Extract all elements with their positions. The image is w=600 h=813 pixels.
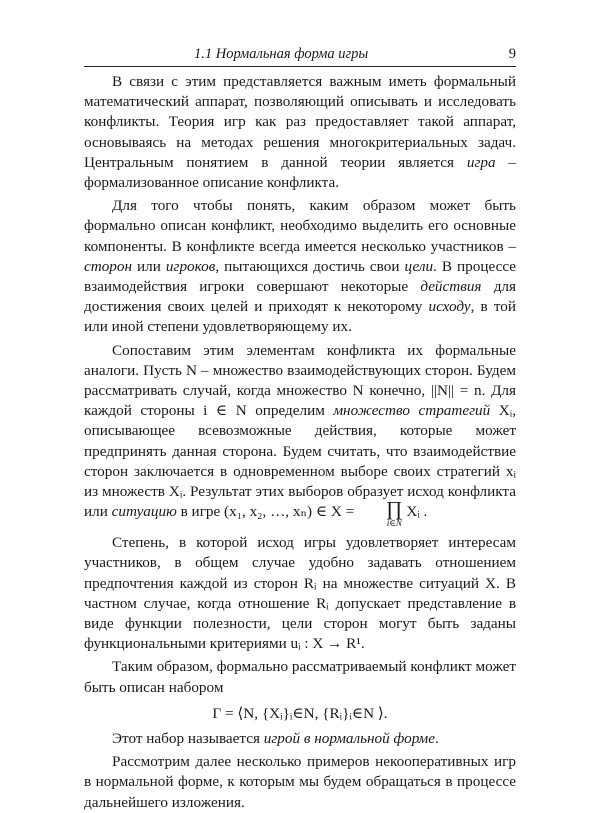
term-normal-form-game: игрой в нормальной форме xyxy=(263,729,435,747)
product-subscript: i∈N xyxy=(386,518,402,529)
term-situation: ситуацию xyxy=(111,503,177,521)
product-symbol: ∏ xyxy=(386,498,403,521)
paragraph-3-text-d: Xᵢ . xyxy=(402,503,428,521)
paragraph-2-text-e: для достижения своих целей и приходят к некоторому xyxy=(84,278,516,316)
term-outcome: исходу xyxy=(428,298,471,316)
paragraph-6-text-b: . xyxy=(435,729,439,747)
term-strategy-set: множество стратегий xyxy=(333,402,491,420)
paragraph-6 xyxy=(84,729,516,749)
paragraph-7: Рассмотрим далее несколько примеров некооперативных игр в нормальной форме, к которым мы будем обращаться в процессе дальнейшего изложения. xyxy=(84,753,516,811)
term-goals: цели xyxy=(404,257,434,275)
term-actions: действия xyxy=(420,278,482,296)
paragraph-6-text-a: Этот набор называется xyxy=(112,729,264,747)
paragraph-2-text-f: , в той или иной степени удовлетворяющему их. xyxy=(84,298,516,336)
paragraph-1-end: – формализованное описание конфликта. xyxy=(84,153,516,192)
term-sides: сторон xyxy=(84,257,133,275)
paragraph-4: Степень, в которой исход игры удовлетворяет интересам участников, в общем случае удобно задавать отношением предпочтения каждой из сторон Rᵢ на множестве ситуаций X. В частном случае, когда отношение Rᵢ допускает представление в виде функции полезности, цели сторон могут быть заданы функциональными критериями uᵢ : X → R¹. xyxy=(84,534,516,653)
paragraph-2-text-b: или xyxy=(132,257,166,275)
paragraph-2-text-a: Для того чтобы понять, каким образом может быть формально описан конфликт, необходимо выделить его основные компоненты. В конфликте всегда имеется несколько участников – xyxy=(84,197,516,255)
header-rule xyxy=(84,66,516,67)
section-title: 1.1 Нормальная форма игры xyxy=(194,46,369,62)
paragraph-3-text-c: в игре (x₁, x₂, …, xₙ) ∈ X = xyxy=(176,503,359,521)
paragraph-2-text-d: . В процессе взаимодействия игроки совершают некоторые xyxy=(84,257,516,296)
paragraph-2-text-c: , пытающихся достичь свои xyxy=(215,257,405,275)
paragraph-1-text: В связи с этим представляется важным иметь формальный математический аппарат, позволяющий описывать и исследовать конфликты. Теория игр как раз предоставляет такой аппарат, основываясь на методах решения многокритериальных задач. Центральным понятием в данной теории является xyxy=(84,73,516,171)
term-players: игроков xyxy=(165,257,216,275)
term-game: игра xyxy=(466,153,496,171)
paragraph-3-text-a: Сопоставим этим элементам конфликта их формальные аналоги. Пусть N – множество взаимодействующих сторон. Будем рассматривать случай, когда множество N конечно, ||N|| = n. Для каждой стороны i ∈ N определим xyxy=(84,341,516,420)
paragraph-1 xyxy=(84,72,516,193)
page-number: 9 xyxy=(508,46,516,62)
normal-form-formula: Γ = ⟨N, {Xᵢ}ᵢ∈N, {Rᵢ}ᵢ∈N ⟩. xyxy=(212,704,388,722)
running-header xyxy=(84,46,516,64)
product-operator xyxy=(358,498,403,530)
paragraph-2 xyxy=(84,196,516,337)
paragraph-5: Таким образом, формально рассматриваемый конфликт может быть описан набором xyxy=(84,658,516,696)
page-body xyxy=(84,72,516,813)
paragraph-3 xyxy=(84,341,516,531)
paragraph-3-text-b: Xᵢ, описывающее всевозможные действия, которые может предпринять данная сторона. Будем считать, что взаимодействие сторон заключается в одновременном выборе своих стратегий xᵢ из множеств Xᵢ. Результат этих выборов образует исход конфликта или xyxy=(84,402,516,521)
